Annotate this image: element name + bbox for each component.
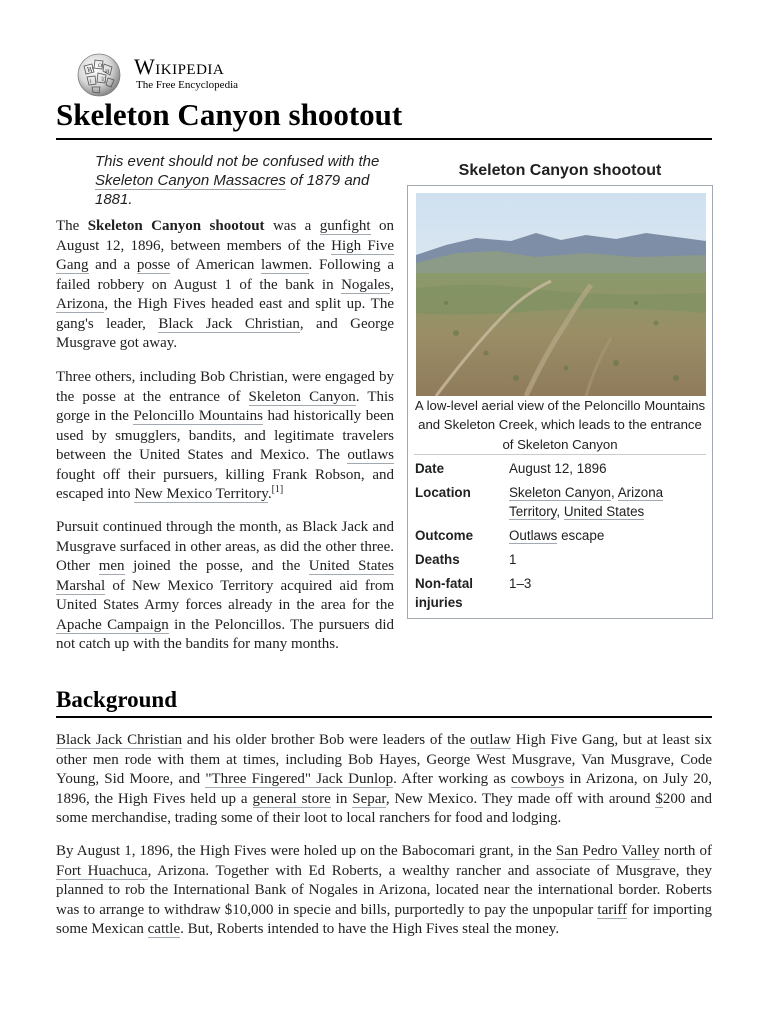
svg-text:文: 文 (100, 77, 106, 83)
svg-text:W: W (87, 67, 94, 74)
link-apache-campaign[interactable]: Apache Campaign (56, 616, 169, 633)
wikipedia-wordmark: Wikipedia (134, 54, 225, 79)
wikipedia-logo[interactable] (74, 52, 254, 98)
link-united-states[interactable]: United States (563, 504, 645, 520)
hatnote: This event should not be confused with the Skeleton Canyon Massacres of 1879 and 1881. (95, 153, 380, 208)
section-heading-background: Background (56, 685, 712, 718)
link-black-jack-christian[interactable]: Black Jack Christian (158, 315, 300, 332)
link-general-store[interactable]: general store (252, 790, 331, 807)
infobox-value: August 12, 1896 (509, 461, 607, 476)
link-black-jack-christian-2[interactable]: Black Jack Christian (56, 732, 183, 748)
wikipedia-tagline: The Free Encyclopedia (136, 79, 239, 91)
svg-text:ا: ا (90, 79, 92, 85)
link-arizona[interactable]: Arizona (56, 296, 105, 312)
link-san-pedro-valley[interactable]: San Pedro Valley (555, 843, 660, 859)
link-united-states-marshal[interactable]: United States Marshal (56, 558, 395, 594)
link-new-mexico-territory[interactable]: New Mexico Territory (134, 486, 268, 502)
hatnote-link[interactable]: Skeleton Canyon Massacres (95, 172, 286, 189)
link-nogales[interactable]: Nogales (341, 276, 391, 293)
svg-text:И: И (105, 69, 110, 75)
link-lawmen[interactable]: lawmen (261, 257, 309, 273)
link-dollar[interactable]: $ (655, 790, 663, 807)
link-cattle[interactable]: cattle (147, 921, 181, 937)
link-peloncillo-mountains[interactable]: Peloncillo Mountains (133, 408, 263, 424)
link-tariff[interactable]: tariff (597, 901, 628, 918)
svg-text:Ω: Ω (98, 63, 103, 69)
infobox-label: Deaths (415, 552, 460, 567)
intro-paragraph-3: Pursuit continued through the month, as Black Jack and Musgrave surfaced in other areas, as did the other three. Other men joined the posse, and the United States Marshal of New Mexico Territory acquired aid from United States Army forces already in the area for the Apache Campaign in the Peloncillos. The pursuers did not catch up with the bandits for many months. (56, 519, 395, 652)
aerial-landscape-image (416, 193, 706, 396)
link-gunfight[interactable]: gunfight (319, 218, 371, 234)
infobox-value: 1 (509, 552, 517, 567)
infobox-value: Outlaws escape (509, 528, 605, 543)
background-paragraph-2: By August 1, 1896, the High Fives were holed up on the Babocomari grant, in the San Pedro Valley north of Fort Huachuca, Arizona. Together with Ed Roberts, a wealthy rancher and associate of Musgrave, they planned to rob the International Bank of Nogales in Arizona, located near the international border. Roberts was to arrange to withdraw $10,000 in specie and bills, purportedly to pay the unpopular tariff for importing some Mexican cattle. But, Roberts intended to have the High Fives steal the money. (56, 843, 712, 937)
link-posse[interactable]: posse (136, 257, 171, 273)
infobox-divider (414, 454, 706, 455)
link-arizona-territory[interactable]: Arizona Territory (509, 485, 664, 520)
intro-paragraph-1: The Skeleton Canyon shootout was a gunfight on August 12, 1896, between members of the High Five Gang and a posse of American lawmen. Following a failed robbery on August 1 of the bank in Nogales, Arizona, the High Fives headed east and split up. The gang's leader, Black Jack Christian, and George Musgrave got away. (56, 218, 395, 351)
link-separ[interactable]: Separ (352, 790, 386, 807)
link-cowboys[interactable]: cowboys (511, 771, 565, 787)
link-outlaw[interactable]: outlaw (470, 732, 511, 748)
infobox (407, 185, 713, 619)
link-skeleton-canyon-infobox[interactable]: Skeleton Canyon (509, 485, 611, 500)
infobox-label: Outcome (415, 528, 474, 543)
link-high-five-gang[interactable]: High Five Gang (56, 237, 394, 273)
infobox-label: Non-fatal injuries (415, 576, 474, 611)
wikipedia-globe-icon (74, 52, 124, 98)
infobox-label: Date (415, 461, 445, 476)
link-men[interactable]: men (98, 558, 125, 574)
infobox-image[interactable] (416, 193, 706, 396)
link-outlaws[interactable]: outlaws (347, 447, 394, 463)
background-paragraph-1: Black Jack Christian and his older brother Bob were leaders of the outlaw High Five Gang, but at least six other men rode with them at times, including Bob Hayes, George West Musgrave, Van Musgrave, Code Young, Sid Moore, and "Three Fingered" Jack Dunlop. After working as cowboys in Arizona, on July 20, 1896, the High Fives held up a general store in Separ, New Mexico. They made off with around $200 and some merchandise, trading some of their loot to local ranchers for food and lodging. (56, 732, 712, 826)
link-skeleton-canyon[interactable]: Skeleton Canyon (248, 388, 356, 405)
page-title: Skeleton Canyon shootout (56, 94, 712, 140)
link-outlaws-infobox[interactable]: Outlaws (509, 528, 558, 543)
infobox-title: Skeleton Canyon shootout (458, 162, 662, 179)
reference-1[interactable]: [1] (271, 484, 284, 495)
link-fort-huachuca[interactable]: Fort Huachuca (56, 862, 148, 879)
intro-paragraph-2: Three others, including Bob Christian, were engaged by the posse at the entrance of Skeleton Canyon. This gorge in the Peloncillo Mountains had historically been used by smugglers, bandits, and legitimate travelers between the United States and Mexico. The outlaws fought off their pursuers, killing Frank Robson, and escaped into New Mexico Territory.[1] (56, 369, 395, 502)
infobox-caption: A low-level aerial view of the Peloncillo Mountains and Skeleton Creek, which leads to the entrance of Skeleton Canyon (414, 398, 706, 452)
infobox-value: 1–3 (509, 576, 532, 591)
link-jack-dunlop[interactable]: "Three Fingered" Jack Dunlop (205, 771, 394, 787)
infobox-value: Skeleton Canyon, Arizona Territory, United States (509, 485, 664, 520)
infobox-label: Location (415, 485, 471, 500)
